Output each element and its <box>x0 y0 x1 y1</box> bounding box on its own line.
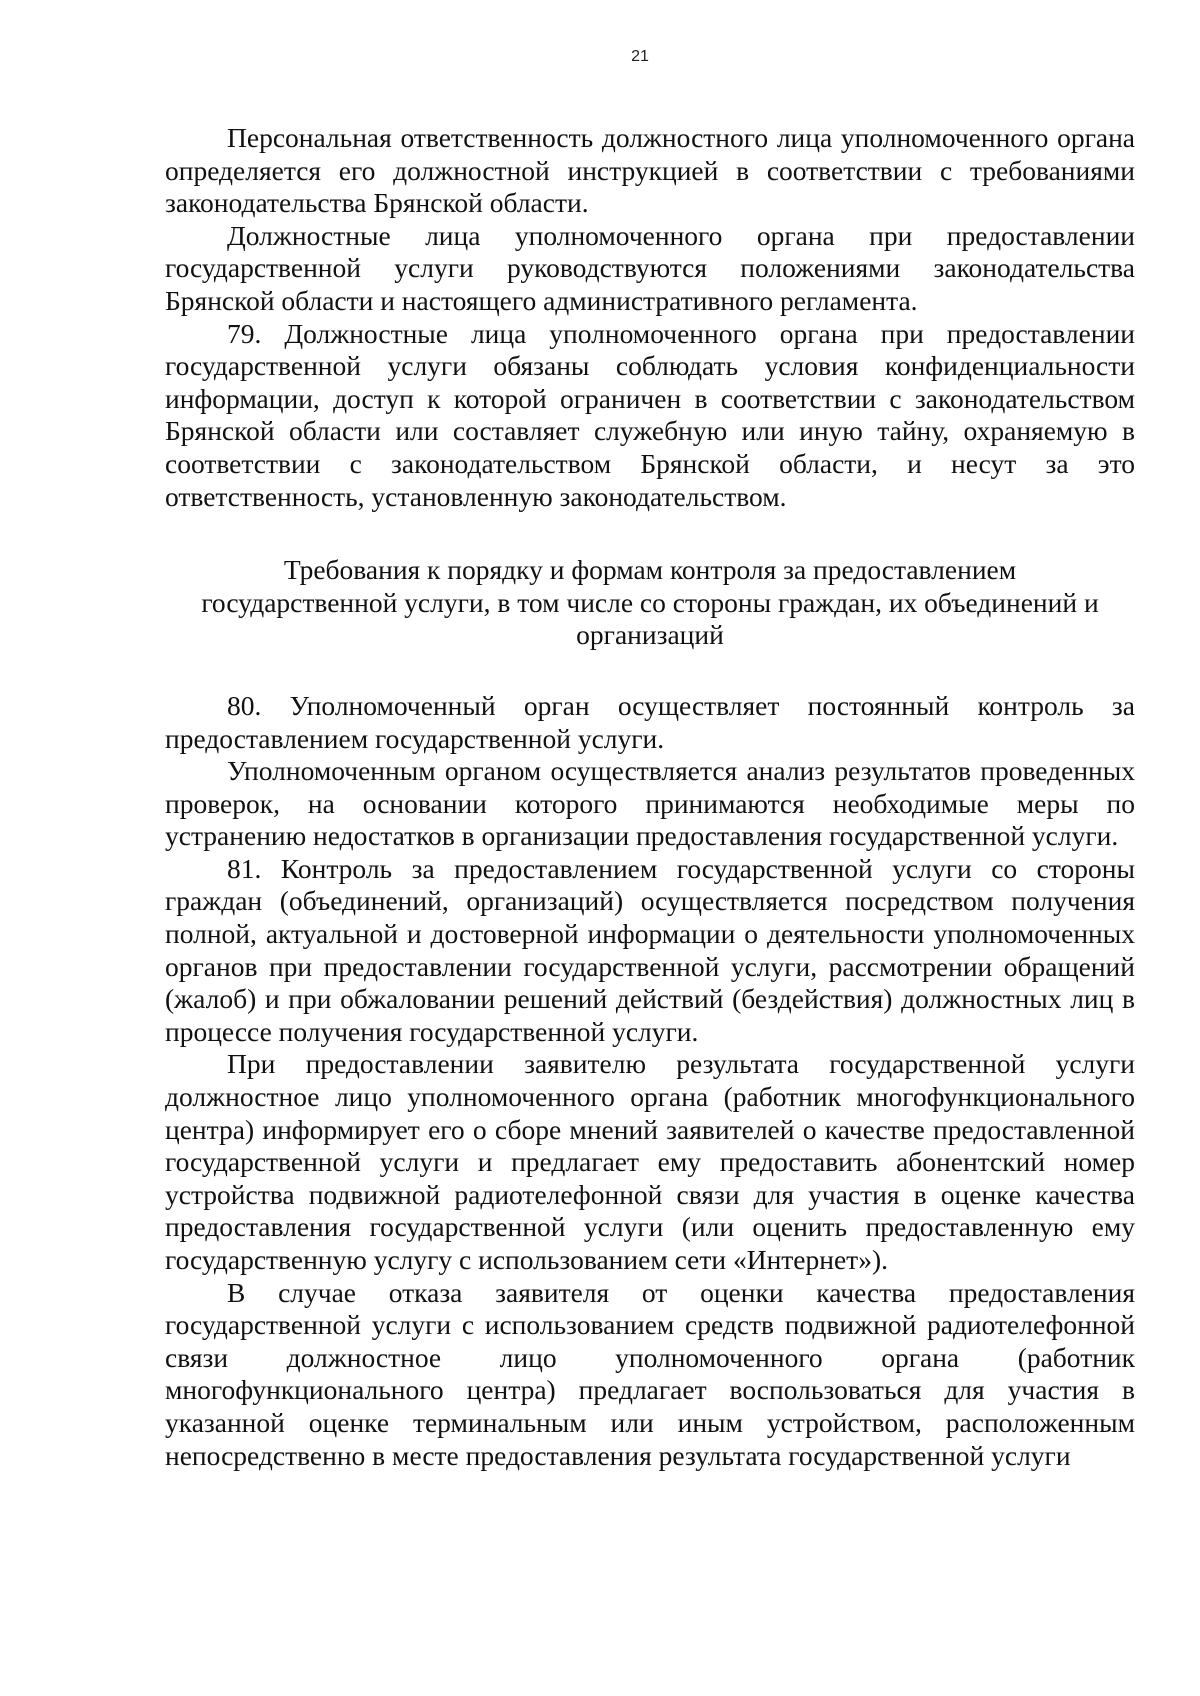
paragraph-officials-guided: Должностные лица уполномоченного органа при предоставлении государственной услуги руководствуются положениями законодательства Брянской области и настоящего административного регламента. <box>165 219 1135 316</box>
section-heading <box>165 554 1135 652</box>
paragraph-inspection-analysis: Уполномоченным органом осуществляется анализ результатов проведенных проверок, на основании которого принимаются необходимые меры по устранению недостатков в организации предоставления государственной услуги. <box>165 755 1135 852</box>
paragraph-79-confidentiality: 79. Должностные лица уполномоченного органа при предоставлении государственной услуги обязаны соблюдать условия конфиденциальности информации, доступ к которой ограничен в соответствии с законодательством Брянской области или составляет служебную или иную тайну, охраняемую в соответствии с законодательством Брянской области, и несут за это ответственность, установленную законодательством. <box>165 317 1135 512</box>
paragraph-personal-responsibility: Персональная ответственность должностного лица уполномоченного органа определяется его должностной инструкцией в соответствии с требованиями законодательства Брянской области. <box>165 122 1135 219</box>
paragraph-refusal-evaluation: В случае отказа заявителя от оценки качества предоставления государственной услуги с использованием средств подвижной радиотелефонной связи должностное лицо уполномоченного органа (работник многофункционального центра) предлагает воспользоваться для участия в указанной оценке терминальным или иным устройством, расположенным непосредственно в месте предоставления результата государственной услуги <box>165 1276 1135 1471</box>
paragraph-80-constant-control: 80. Уполномоченный орган осуществляет постоянный контроль за предоставлением государственной услуги. <box>165 689 1135 754</box>
section-heading-line: Требования к порядку и формам контроля за предоставлением <box>283 554 1017 586</box>
paragraph-opinion-survey: При предоставлении заявителю результата государственной услуги должностное лицо уполномоченного органа (работник многофункционального центра) информирует его о сборе мнений заявителей о качестве предоставленной государственной услуги и предлагает ему предоставить абонентский номер устройства подвижной радиотелефонной связи для участия в оценке качества предоставления государственной услуги (или оценить предоставленную ему государственную услугу с использованием сети «Интернет»). <box>165 1048 1135 1275</box>
paragraph-81-citizen-control: 81. Контроль за предоставлением государственной услуги со стороны граждан (объединений, организаций) осуществляется посредством получения полной, актуальной и достоверной информации о деятельности уполномоченных органов при предоставлении государственной услуги, рассмотрении обращений (жалоб) и при обжаловании решений действий (бездействия) должностных лиц в процессе получения государственной услуги. <box>165 852 1135 1047</box>
page-number: 21 <box>631 48 649 65</box>
section-heading-line: государственной услуги, в том числе со стороны граждан, их объединений и <box>201 586 1099 618</box>
document-body <box>165 122 1135 1472</box>
section-heading-line: организаций <box>576 619 724 651</box>
